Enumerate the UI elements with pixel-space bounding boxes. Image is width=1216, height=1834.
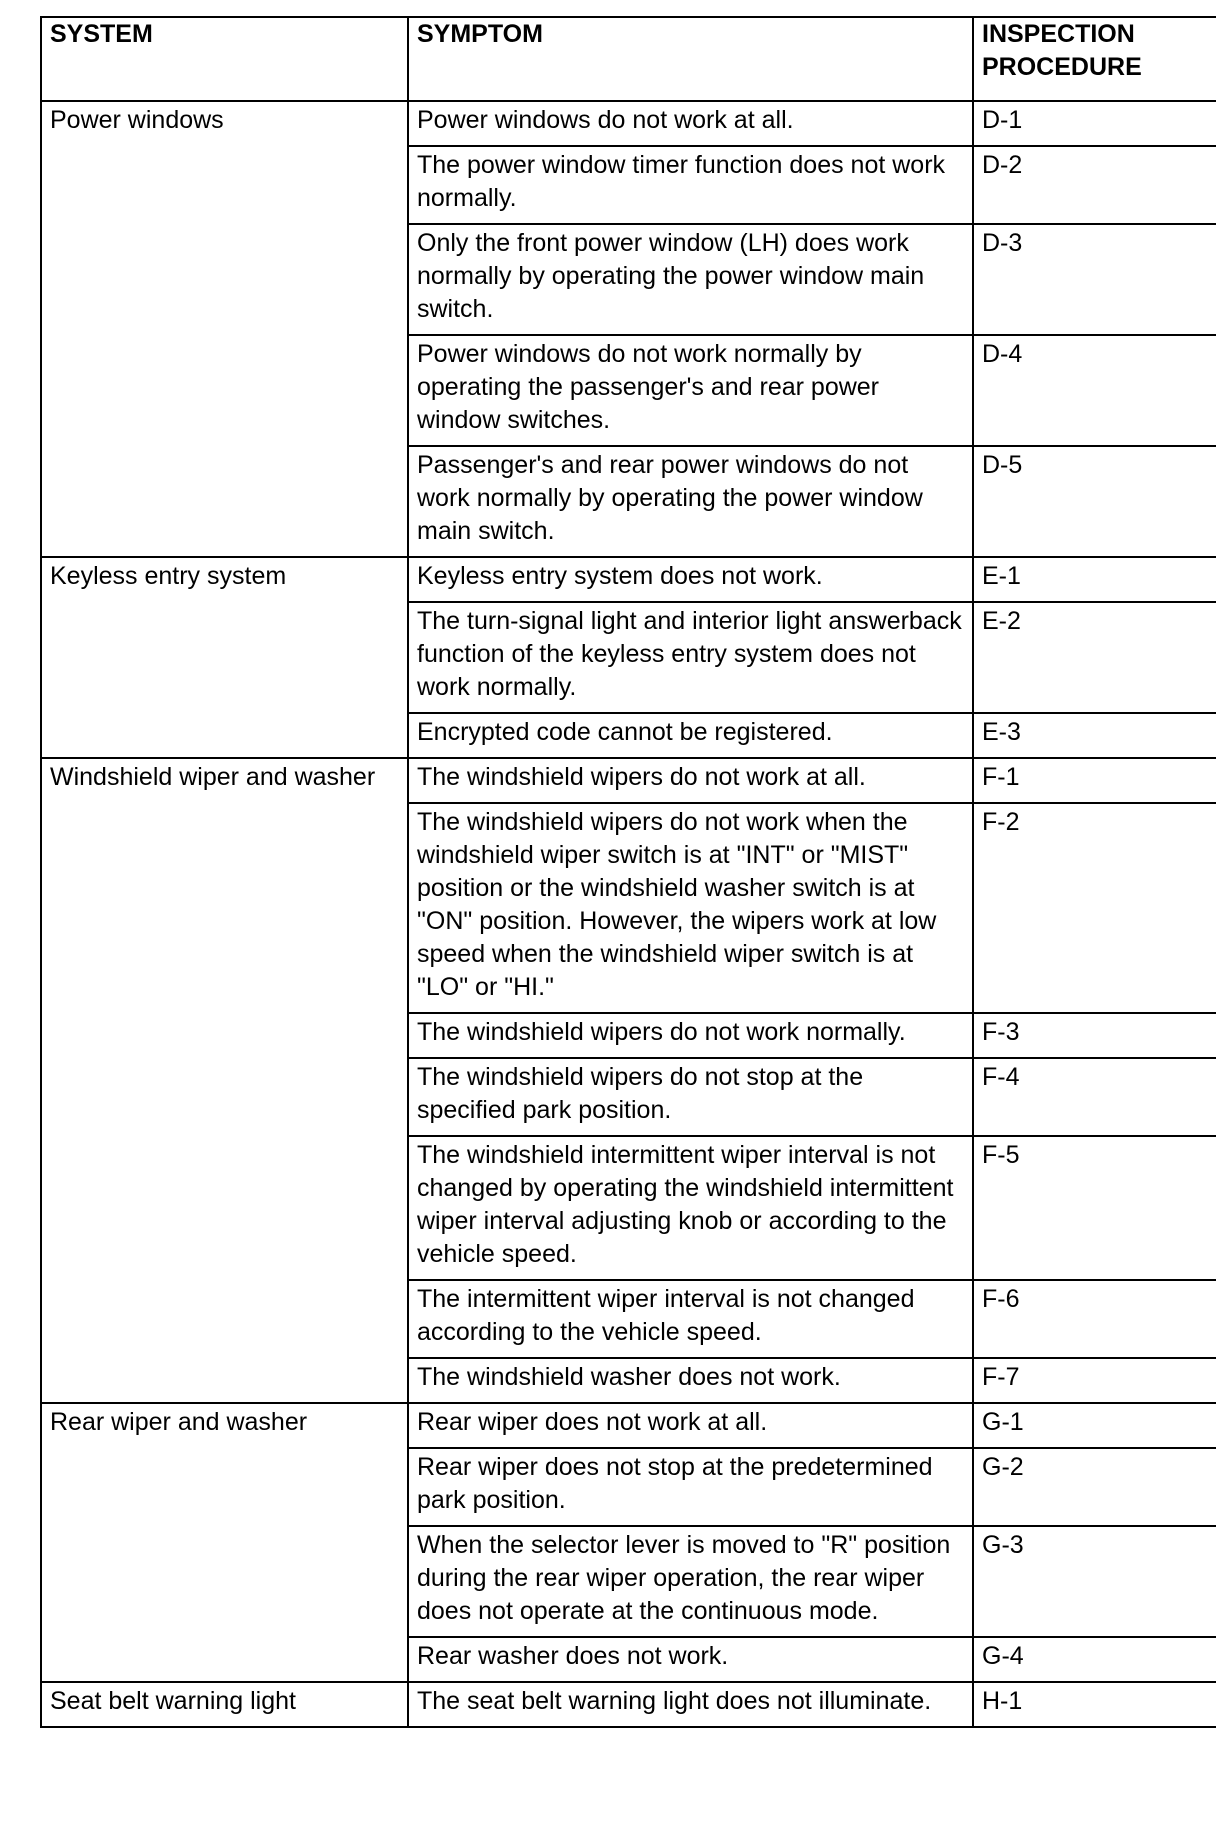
- table-row: [41, 1682, 1216, 1727]
- inspection-procedure-cell: D-3: [973, 224, 1216, 335]
- header-inspection-procedure: INSPECTION PROCEDURE: [973, 17, 1216, 101]
- system-cell: Power windows: [41, 101, 408, 557]
- symptom-cell: The intermittent wiper interval is not changed according to the vehicle speed.: [408, 1280, 973, 1358]
- symptom-cell: The seat belt warning light does not illuminate.: [408, 1682, 973, 1727]
- system-cell: Windshield wiper and washer: [41, 758, 408, 1403]
- inspection-procedure-cell: E-2: [973, 602, 1216, 713]
- system-cell: Rear wiper and washer: [41, 1403, 408, 1682]
- header-row: [41, 17, 1216, 101]
- symptom-cell: Rear wiper does not stop at the predetermined park position.: [408, 1448, 973, 1526]
- table-row: [41, 1403, 1216, 1448]
- symptom-cell: Only the front power window (LH) does work normally by operating the power window main switch.: [408, 224, 973, 335]
- symptom-cell: The windshield wipers do not stop at the specified park position.: [408, 1058, 973, 1136]
- symptom-cell: The windshield wipers do not work normally.: [408, 1013, 973, 1058]
- header-symptom: SYMPTOM: [408, 17, 973, 101]
- symptom-cell: The windshield wipers do not work at all.: [408, 758, 973, 803]
- symptom-cell: Keyless entry system does not work.: [408, 557, 973, 602]
- inspection-procedure-cell: D-4: [973, 335, 1216, 446]
- inspection-procedure-cell: E-3: [973, 713, 1216, 758]
- inspection-table-sheet: [40, 16, 1216, 1728]
- symptom-cell: The turn-signal light and interior light answerback function of the keyless entry system does not work normally.: [408, 602, 973, 713]
- inspection-procedure-cell: G-4: [973, 1637, 1216, 1682]
- table-body: [41, 101, 1216, 1727]
- inspection-procedure-cell: E-1: [973, 557, 1216, 602]
- symptom-cell: Rear washer does not work.: [408, 1637, 973, 1682]
- inspection-procedure-cell: H-1: [973, 1682, 1216, 1727]
- symptom-cell: Passenger's and rear power windows do not work normally by operating the power window main switch.: [408, 446, 973, 557]
- inspection-procedure-cell: D-2: [973, 146, 1216, 224]
- inspection-procedure-cell: G-1: [973, 1403, 1216, 1448]
- inspection-procedure-cell: F-1: [973, 758, 1216, 803]
- inspection-procedure-cell: F-2: [973, 803, 1216, 1013]
- symptom-cell: Power windows do not work at all.: [408, 101, 973, 146]
- header-system: SYSTEM: [41, 17, 408, 101]
- table-row: [41, 557, 1216, 602]
- inspection-procedure-cell: G-3: [973, 1526, 1216, 1637]
- inspection-procedure-cell: F-3: [973, 1013, 1216, 1058]
- inspection-procedure-cell: F-6: [973, 1280, 1216, 1358]
- inspection-procedure-cell: D-5: [973, 446, 1216, 557]
- inspection-procedure-cell: F-4: [973, 1058, 1216, 1136]
- symptom-cell: Encrypted code cannot be registered.: [408, 713, 973, 758]
- symptom-cell: Rear wiper does not work at all.: [408, 1403, 973, 1448]
- inspection-procedure-cell: G-2: [973, 1448, 1216, 1526]
- symptom-cell: The windshield washer does not work.: [408, 1358, 973, 1403]
- symptom-cell: Power windows do not work normally by operating the passenger's and rear power window switches.: [408, 335, 973, 446]
- system-cell: Seat belt warning light: [41, 1682, 408, 1727]
- inspection-procedure-cell: F-5: [973, 1136, 1216, 1280]
- symptom-cell: The windshield wipers do not work when the windshield wiper switch is at "INT" or "MIST" position or the windshield washer switch is at "ON" position. However, the wipers work at low speed when the windshield wiper switch is at "LO" or "HI.": [408, 803, 973, 1013]
- symptom-cell: When the selector lever is moved to "R" position during the rear wiper operation, the rear wiper does not operate at the continuous mode.: [408, 1526, 973, 1637]
- system-cell: Keyless entry system: [41, 557, 408, 758]
- table-row: [41, 758, 1216, 803]
- symptom-table: [40, 16, 1216, 1728]
- symptom-cell: The windshield intermittent wiper interval is not changed by operating the windshield intermittent wiper interval adjusting knob or according to the vehicle speed.: [408, 1136, 973, 1280]
- inspection-procedure-cell: F-7: [973, 1358, 1216, 1403]
- inspection-procedure-cell: D-1: [973, 101, 1216, 146]
- table-row: [41, 101, 1216, 146]
- symptom-cell: The power window timer function does not work normally.: [408, 146, 973, 224]
